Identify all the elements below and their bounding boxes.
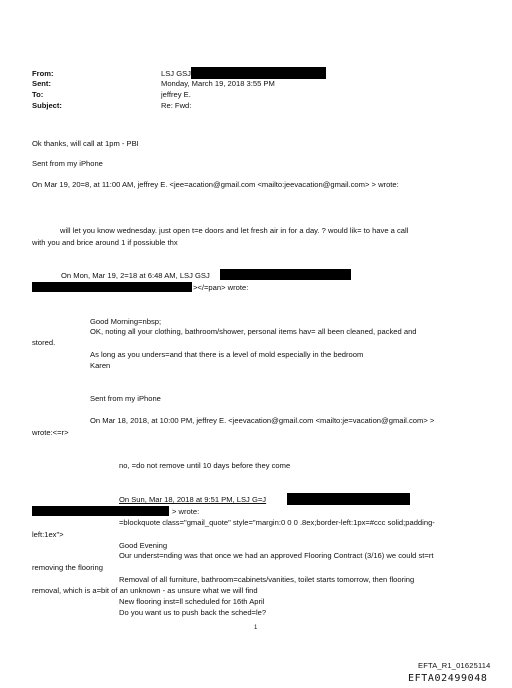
sent-value: Monday, March 19, 2018 3:55 PM <box>161 79 275 88</box>
to-label: To: <box>32 90 44 99</box>
body-line: left:1ex"> <box>32 530 64 539</box>
body-line: Do you want us to push back the sched=le? <box>119 608 267 617</box>
body-line: will let you know wednesday. just open t=e doors and let fresh air in for a day. ? would lik= to have a call <box>60 226 409 235</box>
body-line: wrote:<=r> <box>32 428 69 437</box>
redaction-box <box>287 493 410 505</box>
subject-value: Re: Fwd: <box>161 101 192 110</box>
body-line: Sent from my iPhone <box>32 159 103 168</box>
redaction-box <box>32 506 169 516</box>
body-line: Good Morning=nbsp; <box>90 317 162 326</box>
body-line: =blockquote class="gmail_quote" style="margin:0 0 0 .8ex;border-left:1px=#ccc solid;padding- <box>119 518 435 527</box>
body-line: Our underst=nding was that once we had an approved Flooring Contract (3/16) we could st=rt <box>119 551 434 560</box>
body-line: As long as you unders=and that there is a level of mold especially in the bedroom <box>90 350 364 359</box>
body-line: Removal of all furniture, bathroom=cabinets/vanities, toilet starts tomorrow, then flooring <box>119 575 415 584</box>
to-value: jeffrey E. <box>161 90 191 99</box>
redaction-box <box>220 269 351 280</box>
body-line: OK, noting all your clothing, bathroom/shower, personal items hav= all been cleaned, packed and <box>90 327 417 336</box>
body-line: On Mar 19, 20=8, at 11:00 AM, jeffrey E. <jee=acation@gmail.com <mailto:jeevacation@gmail.com> > wrote: <box>32 180 399 189</box>
body-line: Sent from my iPhone <box>90 394 161 403</box>
body-line: ></=pan> wrote: <box>193 283 249 292</box>
subject-label: Subject: <box>32 101 62 110</box>
body-line: removal, which is a=bit of an unknown - as unsure what we will find <box>32 586 258 595</box>
body-line: On Sun, Mar 18, 2018 at 9:51 PM, LSJ G=J <box>119 495 267 504</box>
body-line: Good Evening <box>119 541 168 550</box>
body-line: with you and brice around 1 if possiuble thx <box>32 238 178 247</box>
body-line: On Mon, Mar 19, 2=18 at 6:48 AM, LSJ GSJ <box>61 271 210 280</box>
redaction-box <box>32 282 192 292</box>
page-number: 1 <box>254 625 258 631</box>
body-line: Karen <box>90 361 111 370</box>
body-line: removing the flooring <box>32 563 103 572</box>
body-line: no, =do not remove until 10 days before they come <box>119 461 291 470</box>
efta-stamp-large: EFTA02499048 <box>408 673 488 684</box>
body-line: > wrote: <box>172 507 200 516</box>
redaction-box <box>191 67 326 79</box>
sent-label: Sent: <box>32 79 51 88</box>
efta-stamp-small: EFTA_R1_01625114 <box>418 661 491 670</box>
from-label: From: <box>32 69 54 78</box>
body-line: stored. <box>32 338 56 347</box>
body-line: Ok thanks, will call at 1pm - PBI <box>32 139 139 148</box>
body-line: On Mar 18, 2018, at 10:00 PM, jeffrey E. <jeevacation@gmail.com <mailto:je=vacation@gmail.com> > <box>90 416 435 425</box>
from-value: LSJ GSJ <box>161 69 191 78</box>
body-line: New flooring inst=ll scheduled for 16th April <box>119 597 265 606</box>
